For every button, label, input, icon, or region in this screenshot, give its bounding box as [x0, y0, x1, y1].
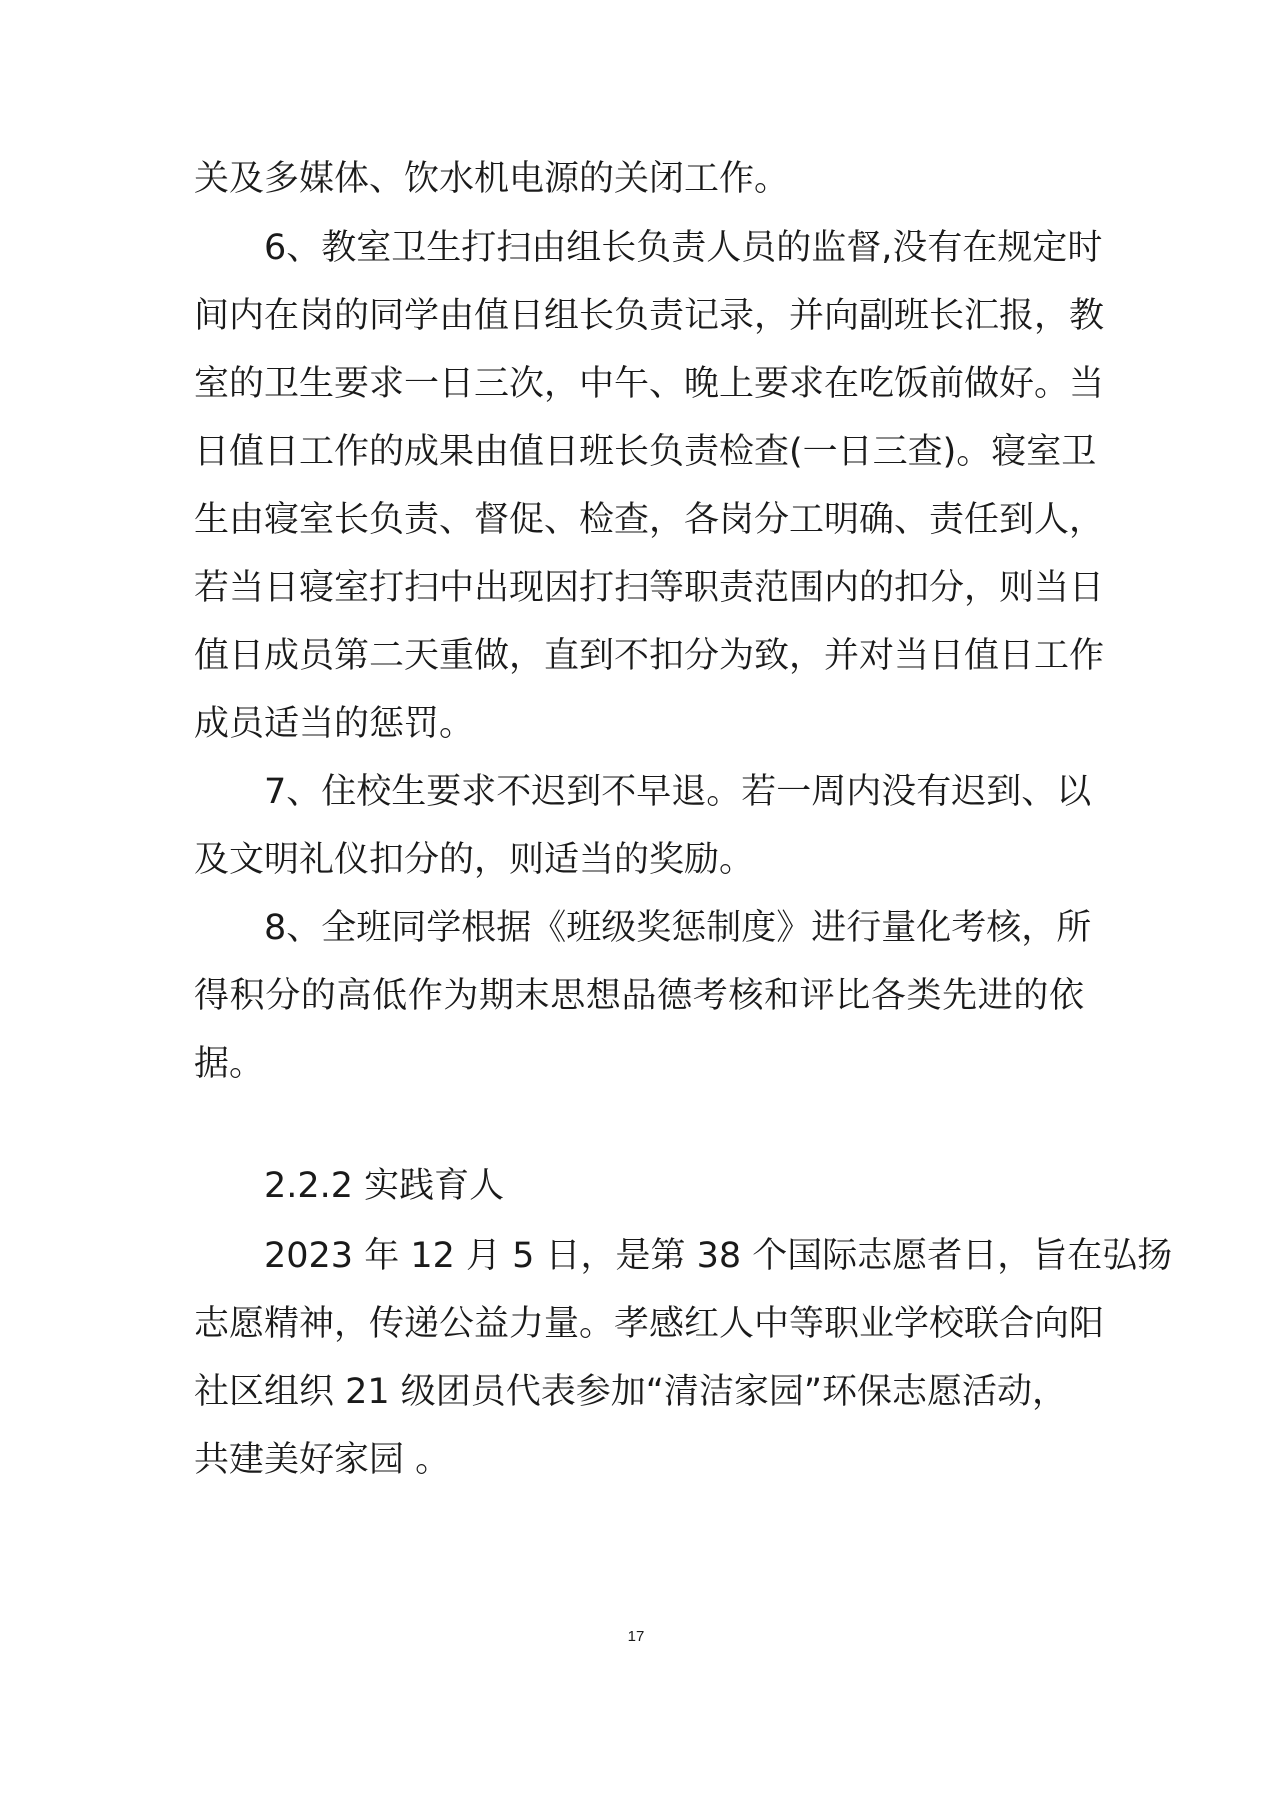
paragraph-continuation	[194, 145, 1084, 213]
text-line: 得积分的高低作为期末思想品德考核和评比各类先进的依	[194, 976, 1084, 1016]
section-paragraph	[194, 1222, 1173, 1494]
paragraph-item-6	[194, 214, 1105, 758]
text-line: 室的卫生要求一日三次，中午、晚上要求在吃饭前做好。当	[194, 364, 1105, 404]
text-line: 6、教室卫生打扫由组长负责人员的监督,没有在规定时	[264, 228, 1103, 268]
text-line: 8、全班同学根据《班级奖惩制度》进行量化考核，所	[264, 908, 1092, 948]
text-line: 志愿精神，传递公益力量。孝感红人中等职业学校联合向阳	[194, 1304, 1105, 1344]
page-number: 17	[627, 1628, 645, 1645]
section-heading	[194, 1152, 1084, 1220]
text-line: 生由寝室长负责、督促、检查，各岗分工明确、责任到人，	[194, 500, 1105, 540]
text-line: 社区组织 21 级团员代表参加“清洁家园”环保志愿活动，	[194, 1372, 1068, 1412]
text-line: 2023 年 12 月 5 日，是第 38 个国际志愿者日，旨在弘扬	[264, 1236, 1173, 1276]
text-line: 及文明礼仪扣分的，则适当的奖励。	[194, 840, 755, 880]
text-line: 7、住校生要求不迟到不早退。若一周内没有迟到、以	[264, 772, 1092, 812]
section-title: 2.2.2 实践育人	[264, 1166, 505, 1206]
text-line: 值日成员第二天重做，直到不扣分为致，并对当日值日工作	[194, 636, 1105, 676]
text-line: 共建美好家园 。	[194, 1440, 451, 1480]
paragraph-item-7	[194, 758, 1092, 894]
text-line: 若当日寝室打扫中出现因打扫等职责范围内的扣分，则当日	[194, 568, 1105, 608]
text-line: 间内在岗的同学由值日组长负责记录，并向副班长汇报，教	[194, 296, 1105, 336]
text-line: 关及多媒体、饮水机电源的关闭工作。	[194, 159, 790, 199]
text-line: 成员适当的惩罚。	[194, 704, 475, 744]
paragraph-item-8	[194, 894, 1092, 1098]
text-line: 据。	[194, 1044, 265, 1084]
text-line: 日值日工作的成果由值日班长负责检查(一日三查)。寝室卫	[194, 432, 1097, 472]
